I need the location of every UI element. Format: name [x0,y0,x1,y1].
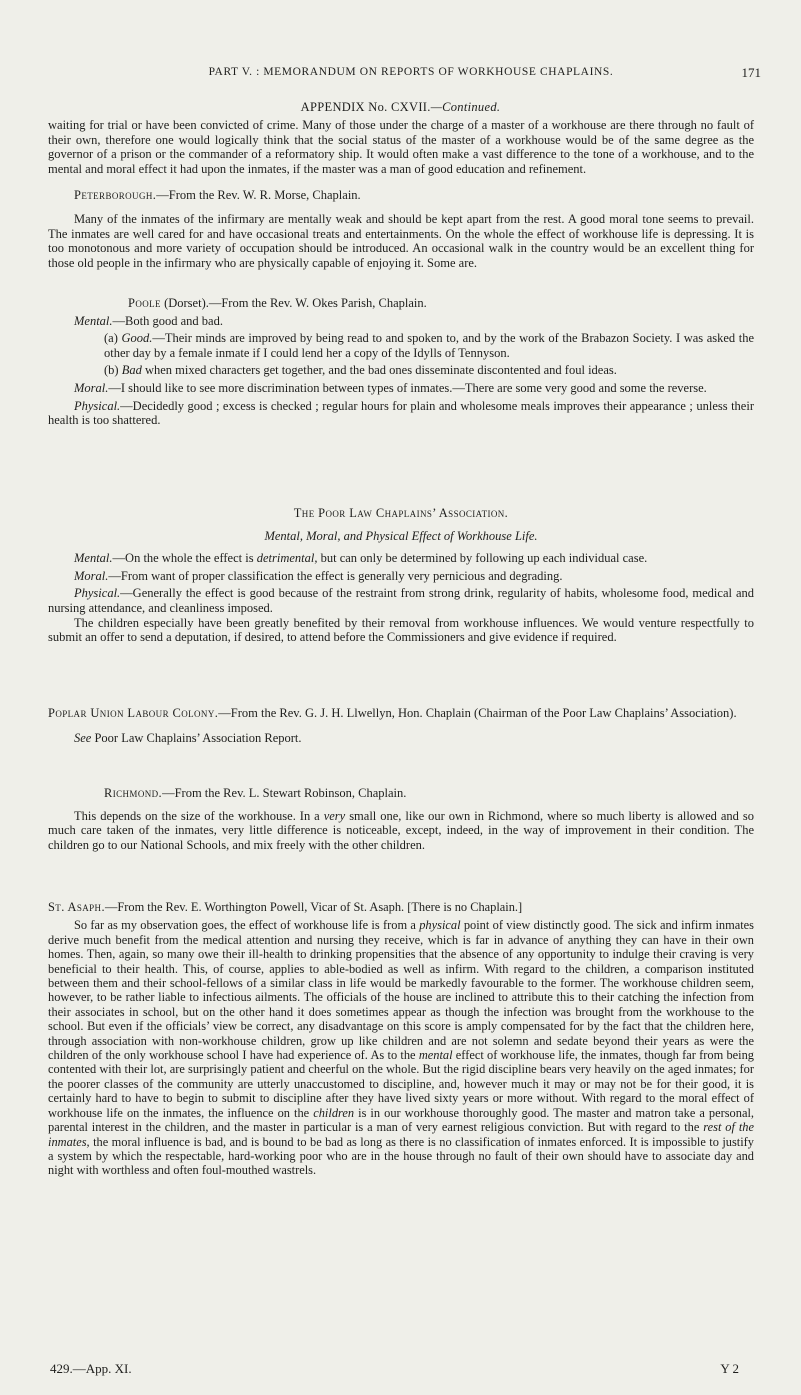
poole-bad-text: when mixed characters get together, and the bad ones disseminate discontented and foul ideas. [141,363,617,378]
peterborough-heading [48,188,754,203]
poole-heading [48,296,754,311]
poplar-from: —From the Rev. G. J. H. Llwellyn, Hon. Chaplain (Chairman of the Poor Law Chaplains’ Association). [218,706,737,720]
plca-mental-a: —On the whole the effect is [112,551,257,566]
poole-physical-label: Physical. [74,398,121,413]
body-section-poole [48,296,754,428]
plca-children: The children especially have been greatly benefited by their removal from workhouse influences. We would venture respectfully to submit an offer to send a deputation, if desired, to attend before the Commissioners and give evidence if required. [48,615,754,645]
richmond-a: This depends on the size of the workhouse. In a [74,808,324,823]
footer-right: Y 2 [720,1361,739,1376]
richmond-b: small one, like our own in Richmond, where so much liberty is allowed and so much care taken of the inmates, very little difference is noticeable, except, indeed, in the way of improvement in their condition. The children go to our National Schools, and mix freely with the other children. [48,808,754,852]
poplar-see-text: Poor Law Chaplains’ Association Report. [91,730,302,745]
appendix-label: APPENDIX No. CXVII. [300,100,431,114]
asaph-heading [48,900,754,914]
body-section-richmond [48,786,754,852]
paragraph-peterborough: Many of the inmates of the infirmary are mentally weak and should be kept apart from the rest. A good moral tone seems to prevail. The inmates are well cared for and have occasional treats and entertainments. On the whole the effect of workhouse life is depressing. It is too monotonous and more variety of occupation should be introduced. An occasional walk in the country would be an excellent thing for those old people in the infirmary who are physically capable of enjoying it. Some are. [48,211,754,270]
poole-good [48,331,754,360]
poole-physical [48,399,754,428]
poole-from: (Dorset).—From the Rev. W. Okes Parish, Chaplain. [160,296,427,310]
poole-moral-text: —I should like to see more discrimination between types of inmates.—There are some very good and some the reverse. [108,380,707,395]
asaph-em4: rest of the inmates, [48,1120,754,1149]
poole-moral-label: Moral. [74,380,109,395]
body-section-plca [48,506,754,645]
footer-left: 429.—App. XI. [50,1361,132,1376]
poole-bad-prefix: (b) [104,363,122,378]
plca-physical [48,586,754,615]
plca-mental-label: Mental. [74,551,113,566]
paragraph-opening: waiting for trial or have been convicted of crime. Many of those under the charge of a master of a workhouse are there through no fault of their own, therefore one would logically think that the social status of the master of a workhouse would be of the same degree as the governor of a prison or the commander of a reformatory ship. It would often make a vast difference to the tone of a workhouse, and to the mental and moral effect it had upon the inmates, if the master was a man of good education and refinement. [48,118,754,176]
plca-physical-text: —Generally the effect is good because of the restraint from strong drink, regularity of habits, wholesome food, medical and nursing attendance, and cleanliness imposed. [48,586,754,615]
poole-good-text: —Their minds are improved by being read to and spoken to, and by the work of the Brabazon Society. I was asked the other day by a female inmate if I could lend her a copy of the Idylls of Tennyson. [104,331,754,360]
running-head: PART V. : MEMORANDUM ON REPORTS OF WORKHOUSE CHAPLAINS. [208,66,614,78]
plca-moral-text: —From want of proper classification the effect is generally very pernicious and degrading. [108,568,563,583]
poplar-see [48,731,754,746]
poole-place: Poole [128,296,161,310]
poole-mental [48,314,754,329]
poole-bad [48,363,754,378]
richmond-em: very [323,808,346,823]
richmond-heading [48,786,754,801]
poplar-see-label: See [74,730,92,745]
page-number: 171 [741,65,761,80]
asaph-em2: mental [418,1048,453,1063]
plca-mental-em: detrimental, [256,551,318,566]
asaph-e: the moral influence is bad, and is bound to be bad as long as there is no classification of inmates enforced. It is impossible to justify a system by which the respectable, hard-working poor who are in the house through no fault of their own should have to associate day and night with worthless and often foul-mouthed wastrels. [48,1134,754,1178]
asaph-d: is in our workhouse thoroughly good. The master and matron take a personal, parental interest in the children, and the master in particular is a man of very earnest religious conviction. But with regard to the [48,1105,754,1135]
asaph-a: So far as my observation goes, the effect of workhouse life is from a [74,918,420,933]
asaph-b: point of view distinctly good. The sick and infirm inmates derive much benefit from the medical attention and nursing they receive, which is far in advance of anything they can have in their own homes. Then, again, so many owe their ill-health to drinking propensities that the absence of any opportunity to indulge their craving is very beneficial to their health. This, of course, applies to able-bodied as well as infirm. With regard to the children, a comparison instituted between them and their school-fellows of a similar class in life would be markedly favourable to the former. The workhouse children seem, however, to be rather liable to infectious ailments. The officials of the house are inclined to attribute this to their catching the infection from their associates in school, but on the other hand it does sometimes appear as though the infection was brought from the workhouse to the school. But even if the officials’ view be correct, any disadvantage on this score is amply compensated for by the fact that the children here, through association with non-workhouse children, grow up like children and are not solemn and sedate beyond their years as were the children of the only workhouse school I have had experience of. As to the [48,918,754,1063]
asaph-place: St. Asaph. [48,900,105,914]
richmond-from: —From the Rev. L. Stewart Robinson, Chaplain. [162,786,407,800]
plca-mental [48,551,754,566]
body-section-1 [48,118,754,270]
plca-moral [48,569,754,584]
richmond-place: Richmond. [104,786,163,800]
poole-physical-text: —Decidedly good ; excess is checked ; regular hours for plain and wholesome meals improves their appearance ; unless their health is too shattered. [48,398,754,428]
appendix-heading [0,100,801,115]
plca-moral-label: Moral. [74,568,109,583]
plca-subtitle: Mental, Moral, and Physical Effect of Workhouse Life. [264,528,538,543]
poole-moral [48,381,754,396]
richmond-text [48,809,754,853]
plca-physical-label: Physical. [74,586,121,601]
poole-mental-label: Mental. [74,313,113,328]
appendix-continued: —Continued. [430,100,501,114]
asaph-from: —From the Rev. E. Worthington Powell, Vicar of St. Asaph. [There is no Chaplain.] [104,900,523,914]
body-section-poplar [48,706,754,745]
poole-good-label: Good. [121,331,153,346]
asaph-em1: physical [419,918,461,933]
poole-good-prefix: (a) [104,331,122,346]
plca-title: The Poor Law Chaplains’ Association. [293,506,509,520]
asaph-em3: children [313,1105,355,1120]
poole-mental-text: —Both good and bad. [112,313,223,328]
poole-bad-label: Bad [121,363,142,378]
asaph-text [48,918,754,1177]
asaph-c: effect of workhouse life, the inmates, though far from being contented with their lot, are surprisingly patient and cheerful on the whole. But the rigid discipline bears very heavily on the aged inmates; for the poorer classes of the community are utterly unaccustomed to discipline, and, however much it may or may not be for their good, it is certainly hard to have to begin to submit to discipline after they have lived sixty years or more without. With regard to the moral effect of workhouse life on the inmates, the influence on the [48,1048,754,1120]
plca-mental-b: but can only be determined by following up each individual case. [317,551,648,566]
peterborough-from: —From the Rev. W. R. Morse, Chaplain. [156,188,361,203]
poplar-place: Poplar Union Labour Colony. [48,706,219,720]
peterborough-place: Peterborough. [74,188,157,203]
body-section-st-asaph [48,900,754,1178]
poplar-heading [48,706,754,721]
